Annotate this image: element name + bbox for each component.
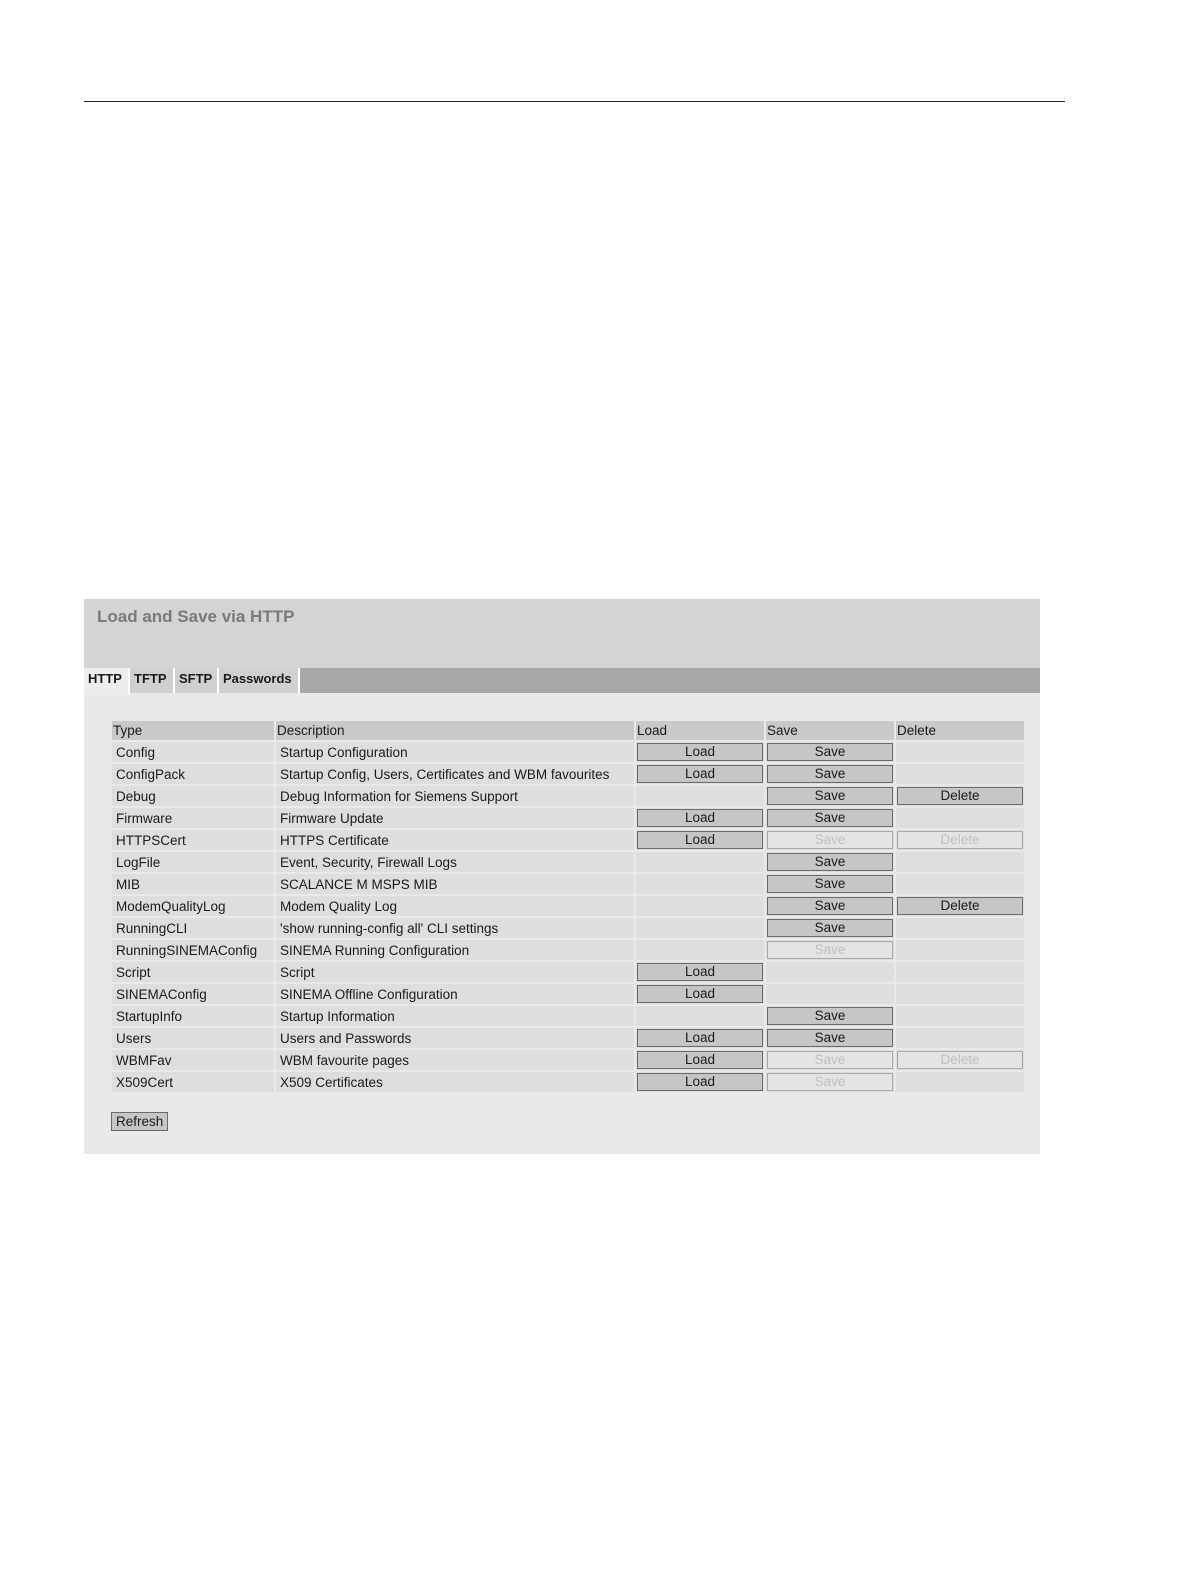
row-load-cell <box>636 808 764 830</box>
row-type: LogFile <box>112 852 274 874</box>
load-button[interactable]: Load <box>637 831 763 849</box>
row-type: RunningCLI <box>112 918 274 940</box>
load-button[interactable]: Load <box>637 1073 763 1091</box>
row-delete-cell <box>896 786 1024 808</box>
table-row <box>112 962 1024 984</box>
panel-header <box>84 599 1040 668</box>
row-save-cell <box>766 1050 894 1072</box>
row-delete-cell <box>896 896 1024 918</box>
row-load-cell <box>636 874 764 896</box>
row-description: Startup Config, Users, Certificates and WBM favourites <box>276 764 634 786</box>
row-load-cell <box>636 896 764 918</box>
tab-http[interactable]: HTTP <box>84 668 130 695</box>
row-save-cell <box>766 918 894 940</box>
row-description: Modem Quality Log <box>276 896 634 918</box>
load-save-panel <box>84 599 1040 1154</box>
row-load-cell <box>636 830 764 852</box>
table-row <box>112 742 1024 764</box>
row-save-cell <box>766 874 894 896</box>
row-type: Users <box>112 1028 274 1050</box>
row-type: ConfigPack <box>112 764 274 786</box>
refresh-button[interactable]: Refresh <box>111 1112 168 1131</box>
save-button[interactable]: Save <box>767 743 893 761</box>
row-delete-cell <box>896 940 1024 962</box>
row-type: Firmware <box>112 808 274 830</box>
save-button[interactable]: Save <box>767 1029 893 1047</box>
row-delete-cell <box>896 874 1024 896</box>
row-save-cell <box>766 962 894 984</box>
row-load-cell <box>636 742 764 764</box>
column-header-type: Type <box>112 721 274 742</box>
delete-button: Delete <box>897 1051 1023 1069</box>
save-button[interactable]: Save <box>767 919 893 937</box>
load-button[interactable]: Load <box>637 743 763 761</box>
page-top-rule <box>84 101 1065 102</box>
row-type: Script <box>112 962 274 984</box>
table-row <box>112 896 1024 918</box>
table-row <box>112 1072 1024 1094</box>
tab-bar <box>84 668 1040 693</box>
row-type: RunningSINEMAConfig <box>112 940 274 962</box>
row-save-cell <box>766 808 894 830</box>
tab-passwords[interactable]: Passwords <box>219 668 300 693</box>
column-header-save: Save <box>766 721 894 742</box>
table-row <box>112 808 1024 830</box>
row-type: ModemQualityLog <box>112 896 274 918</box>
save-button: Save <box>767 1051 893 1069</box>
row-save-cell <box>766 764 894 786</box>
row-load-cell <box>636 1072 764 1094</box>
save-button: Save <box>767 1073 893 1091</box>
row-type: WBMFav <box>112 1050 274 1072</box>
table-row <box>112 852 1024 874</box>
row-type: HTTPSCert <box>112 830 274 852</box>
row-load-cell <box>636 1050 764 1072</box>
row-delete-cell <box>896 808 1024 830</box>
row-description: X509 Certificates <box>276 1072 634 1094</box>
table-row <box>112 918 1024 940</box>
page-title: Load and Save via HTTP <box>97 607 295 626</box>
tab-sftp[interactable]: SFTP <box>175 668 219 693</box>
row-save-cell <box>766 786 894 808</box>
row-load-cell <box>636 764 764 786</box>
row-type: SINEMAConfig <box>112 984 274 1006</box>
row-save-cell <box>766 1006 894 1028</box>
column-header-delete: Delete <box>896 721 1024 742</box>
table-header-row <box>112 721 1024 742</box>
row-save-cell <box>766 1072 894 1094</box>
row-delete-cell <box>896 852 1024 874</box>
column-header-description: Description <box>276 721 634 742</box>
row-save-cell <box>766 852 894 874</box>
table-body <box>112 742 1024 1094</box>
save-button[interactable]: Save <box>767 765 893 783</box>
column-header-load: Load <box>636 721 764 742</box>
delete-button[interactable]: Delete <box>897 897 1023 915</box>
table-row <box>112 764 1024 786</box>
save-button[interactable]: Save <box>767 787 893 805</box>
load-button[interactable]: Load <box>637 985 763 1003</box>
table-row <box>112 830 1024 852</box>
save-button: Save <box>767 831 893 849</box>
row-delete-cell <box>896 1050 1024 1072</box>
row-description: SINEMA Running Configuration <box>276 940 634 962</box>
table-row <box>112 874 1024 896</box>
row-load-cell <box>636 786 764 808</box>
table-row <box>112 1006 1024 1028</box>
delete-button: Delete <box>897 831 1023 849</box>
save-button[interactable]: Save <box>767 853 893 871</box>
row-description: SINEMA Offline Configuration <box>276 984 634 1006</box>
row-description: Event, Security, Firewall Logs <box>276 852 634 874</box>
table-row <box>112 940 1024 962</box>
table-row <box>112 1028 1024 1050</box>
row-delete-cell <box>896 1006 1024 1028</box>
row-load-cell <box>636 918 764 940</box>
row-type: Debug <box>112 786 274 808</box>
row-load-cell <box>636 940 764 962</box>
row-description: Debug Information for Siemens Support <box>276 786 634 808</box>
table-row <box>112 1050 1024 1072</box>
row-type: MIB <box>112 874 274 896</box>
row-load-cell <box>636 984 764 1006</box>
save-button[interactable]: Save <box>767 1007 893 1025</box>
table-row <box>112 786 1024 808</box>
row-save-cell <box>766 984 894 1006</box>
tab-tftp[interactable]: TFTP <box>130 668 175 693</box>
row-description: Startup Information <box>276 1006 634 1028</box>
row-description: 'show running-config all' CLI settings <box>276 918 634 940</box>
row-delete-cell <box>896 918 1024 940</box>
load-button[interactable]: Load <box>637 1051 763 1069</box>
row-save-cell <box>766 742 894 764</box>
load-button[interactable]: Load <box>637 963 763 981</box>
row-load-cell <box>636 1006 764 1028</box>
save-button: Save <box>767 941 893 959</box>
load-button[interactable]: Load <box>637 765 763 783</box>
row-delete-cell <box>896 962 1024 984</box>
row-delete-cell <box>896 1028 1024 1050</box>
row-delete-cell <box>896 1072 1024 1094</box>
row-save-cell <box>766 1028 894 1050</box>
save-button[interactable]: Save <box>767 809 893 827</box>
table-row <box>112 984 1024 1006</box>
load-save-table <box>110 721 1026 1094</box>
row-save-cell <box>766 830 894 852</box>
delete-button[interactable]: Delete <box>897 787 1023 805</box>
row-load-cell <box>636 1028 764 1050</box>
row-description: SCALANCE M MSPS MIB <box>276 874 634 896</box>
row-description: HTTPS Certificate <box>276 830 634 852</box>
row-save-cell <box>766 940 894 962</box>
row-description: Startup Configuration <box>276 742 634 764</box>
row-type: StartupInfo <box>112 1006 274 1028</box>
row-description: Script <box>276 962 634 984</box>
row-delete-cell <box>896 764 1024 786</box>
row-delete-cell <box>896 742 1024 764</box>
row-load-cell <box>636 852 764 874</box>
save-button[interactable]: Save <box>767 897 893 915</box>
load-button[interactable]: Load <box>637 809 763 827</box>
row-description: Users and Passwords <box>276 1028 634 1050</box>
row-delete-cell <box>896 984 1024 1006</box>
row-description: WBM favourite pages <box>276 1050 634 1072</box>
row-load-cell <box>636 962 764 984</box>
row-save-cell <box>766 896 894 918</box>
load-button[interactable]: Load <box>637 1029 763 1047</box>
row-type: X509Cert <box>112 1072 274 1094</box>
row-type: Config <box>112 742 274 764</box>
save-button[interactable]: Save <box>767 875 893 893</box>
row-delete-cell <box>896 830 1024 852</box>
row-description: Firmware Update <box>276 808 634 830</box>
